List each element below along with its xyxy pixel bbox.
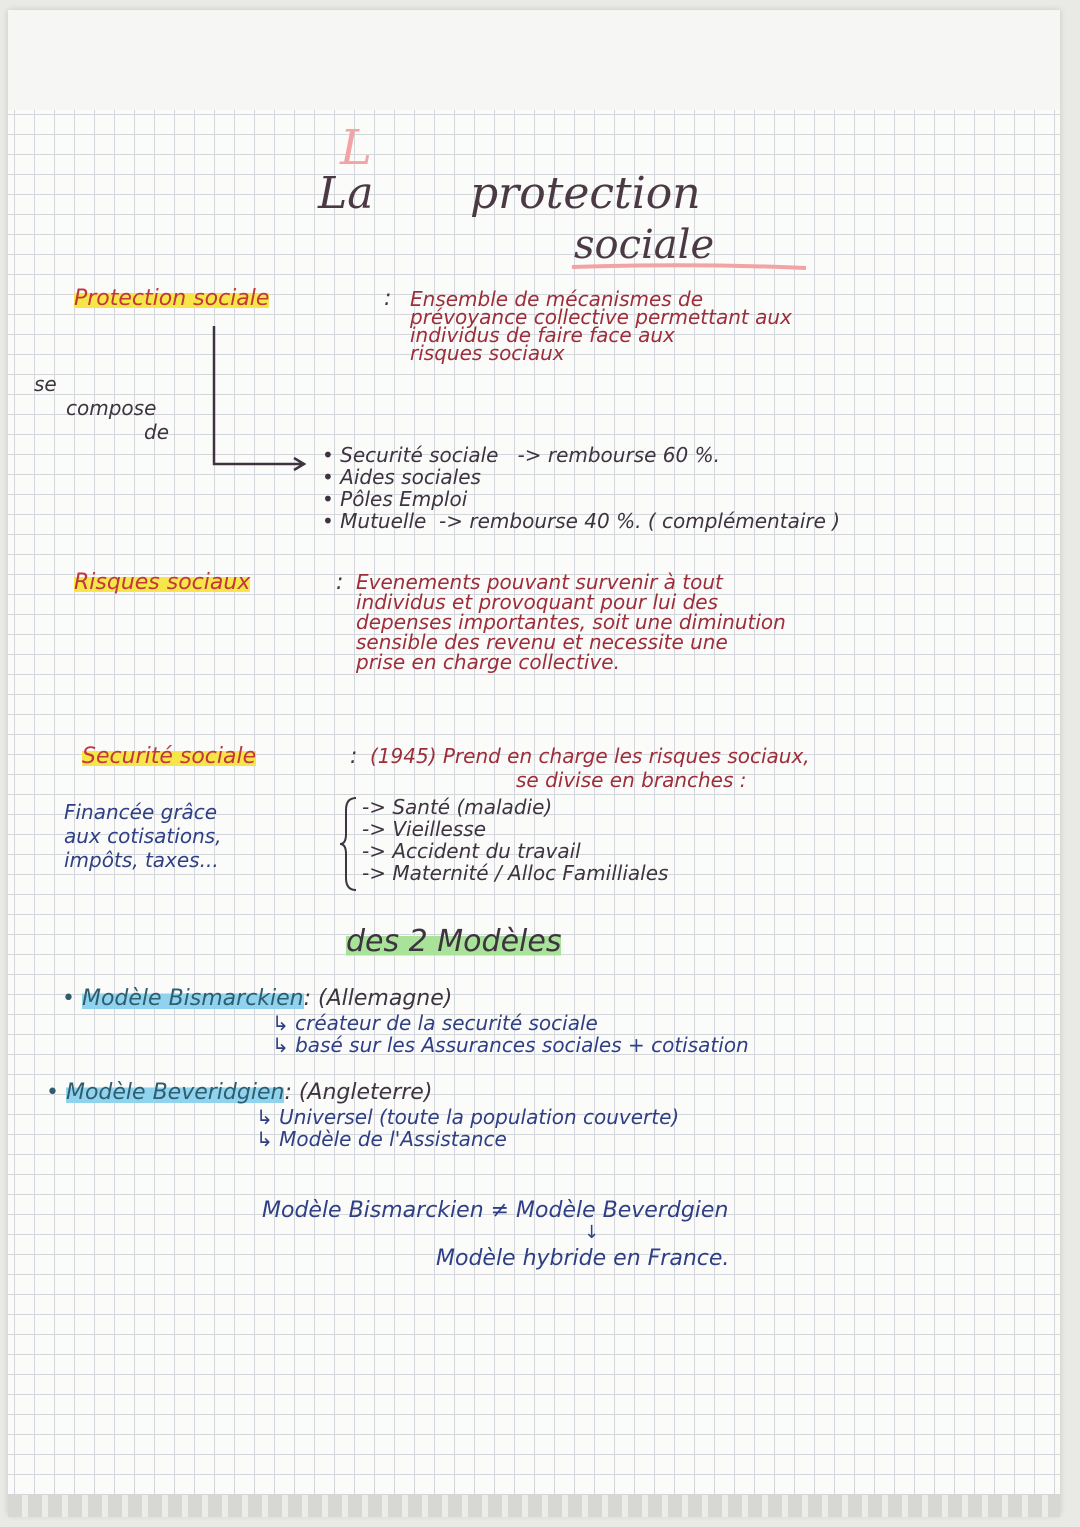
financement-note (64, 800, 222, 872)
compose-word-de: de (144, 420, 169, 444)
modeles-comparison: Modèle Bismarckien ≠ Modèle Beverdgien (262, 1198, 729, 1223)
term-protection-sociale: Protection sociale (74, 286, 270, 311)
modele-beveridgien-points (256, 1106, 679, 1150)
definition-line: prévoyance collective permettant aux (410, 305, 792, 329)
term-separator: : (336, 570, 344, 595)
down-arrow-icon: ↓ (584, 1222, 600, 1243)
definition-line: risques sociaux (410, 341, 565, 365)
modele-beveridgien-title: • Modèle Beveridgien: (Angleterre) (46, 1080, 433, 1105)
compose-word-compose: compose (66, 396, 157, 420)
definition-line: prise en charge collective. (356, 650, 620, 674)
model-point: ↳ créateur de la securité sociale (272, 1011, 598, 1035)
model-point: ↳ Modèle de l'Assistance (256, 1127, 507, 1151)
securite-intro: (1945) Prend en charge les risques sociaux, (370, 744, 810, 768)
model-point: ↳ basé sur les Assurances sociales + cotisation (272, 1033, 749, 1057)
term-separator: : (350, 744, 358, 769)
title-word-sociale: sociale (574, 222, 715, 268)
note-line: impôts, taxes... (64, 848, 219, 872)
curly-brace (338, 796, 360, 892)
branch-item: -> Vieillesse (362, 817, 486, 841)
branch-item: -> Maternité / Alloc Familliales (362, 861, 669, 885)
branch-item: -> Santé (maladie) (362, 795, 553, 819)
branch-item: -> Accident du travail (362, 839, 581, 863)
modele-bismarckien-points (272, 1012, 749, 1056)
modeles-heading: des 2 Modèles (346, 924, 562, 959)
title-word-protection: protection (470, 168, 701, 219)
definition-line: depenses importantes, soit une diminution (356, 610, 786, 634)
compose-word-se: se (34, 372, 57, 396)
list-item: • Pôles Emploi (322, 487, 468, 511)
definition-line: individus et provoquant pour lui des (356, 590, 719, 614)
sheet-binding-edge (8, 1495, 1060, 1517)
note-line: Financée grâce (64, 800, 218, 824)
definition-line: Evenements pouvant survenir à tout (356, 570, 723, 594)
definition-line: sensible des revenu et necessite une (356, 630, 728, 654)
bracket-arrow (206, 324, 316, 474)
term-securite-sociale: Securité sociale (82, 744, 257, 769)
definition-risques (356, 572, 786, 672)
term-separator: : (384, 286, 392, 311)
note-line: aux cotisations, (64, 824, 222, 848)
model-point: ↳ Universel (toute la population couverte) (256, 1105, 680, 1129)
modele-hybride: Modèle hybride en France. (436, 1246, 730, 1271)
term-risques-sociaux: Risques sociaux (74, 570, 251, 595)
title-swash-letter: L (340, 120, 372, 176)
modele-bismarckien-title: • Modèle Bismarckien: (Allemagne) (62, 986, 453, 1011)
branches-list (362, 796, 668, 884)
sheet-top-margin (8, 10, 1060, 110)
securite-intro-branches: se divise en branches : (516, 768, 747, 792)
definition-protection (410, 287, 792, 365)
components-list (322, 444, 840, 532)
title-word-la: La (318, 168, 374, 219)
list-item: • Mutuelle -> rembourse 40 %. ( complémentaire ) (322, 509, 841, 533)
definition-line: individus de faire face aux (410, 323, 675, 347)
list-item: • Securité sociale -> rembourse 60 %. (322, 443, 720, 467)
list-item: • Aides sociales (322, 465, 481, 489)
title-underline (570, 262, 810, 272)
definition-line: Ensemble de mécanismes de (410, 287, 704, 311)
